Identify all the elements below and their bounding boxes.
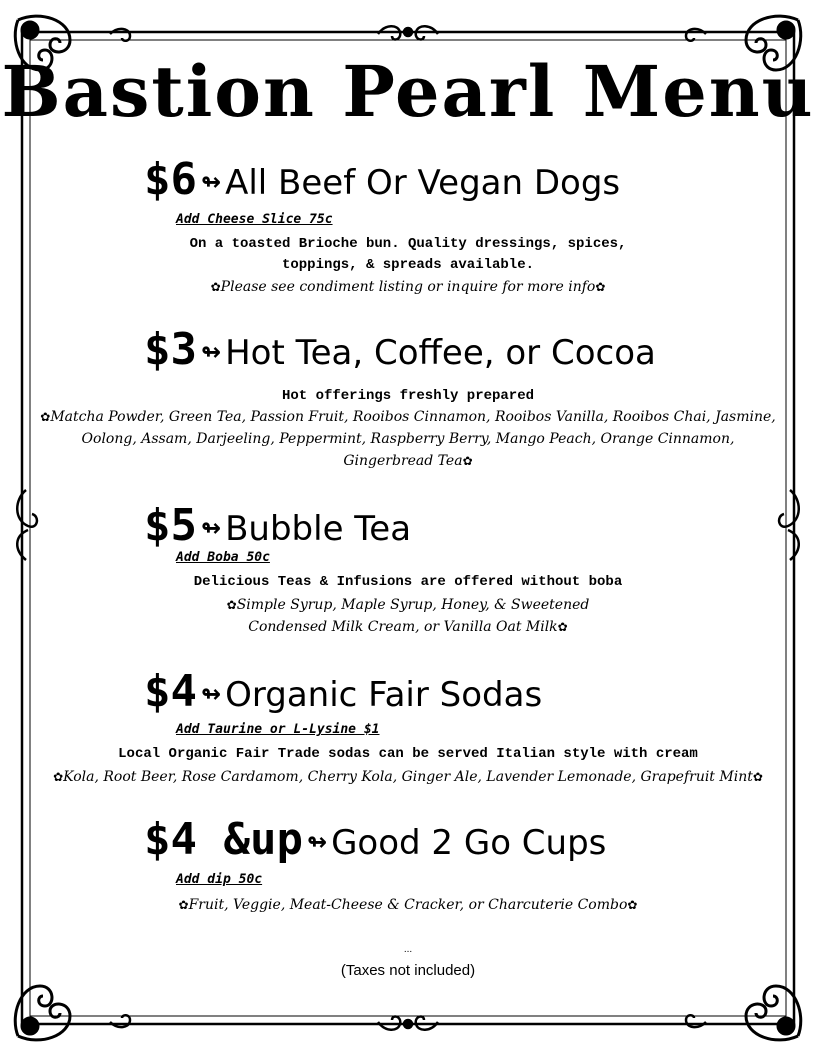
tax-note: (Taxes not included) xyxy=(340,962,476,979)
menu-item-heading xyxy=(144,502,411,550)
addon-text: Add dip 50c xyxy=(176,872,263,887)
description: On a toasted Brioche bun. Quality dressings, spices, toppings, & spreads available. xyxy=(189,236,627,273)
hook-arrow-icon: ↬ xyxy=(200,338,222,366)
description: Local Organic Fair Trade sodas can be served Italian style with cream xyxy=(118,746,698,762)
flavor-list: ✿Kola, Root Beer, Rose Cardamom, Cherry Kola, Ginger Ale, Lavender Lemonade, Grapefruit Mint✿ xyxy=(53,769,763,785)
flower-icon: ✿ xyxy=(752,770,763,784)
item-name: Good 2 Go Cups xyxy=(331,823,607,863)
flavor-list: ✿Matcha Powder, Green Tea, Passion Fruit, Rooibos Cinnamon, Rooibos Vanilla, Rooibos Chai, Jasmine, Oolong, Assam, Darjeeling, Peppermint, Raspberry Berry, Mango Peach, Orange Cinnamon, Gingerbread Tea✿ xyxy=(40,409,776,469)
flower-icon: ✿ xyxy=(595,280,606,294)
menu-item-heading xyxy=(144,816,606,864)
hook-arrow-icon: ↬ xyxy=(306,828,328,856)
price: $3 xyxy=(144,324,197,375)
flower-icon: ✿ xyxy=(40,410,51,424)
description: Hot offerings freshly prepared xyxy=(281,388,535,404)
description: Delicious Teas & Infusions are offered without boba xyxy=(193,574,623,590)
menu-item-cups xyxy=(40,810,776,920)
item-name: Bubble Tea xyxy=(225,509,412,549)
menu-item-bubble-tea xyxy=(40,496,776,646)
price: $5 xyxy=(144,500,197,551)
flower-icon: ✿ xyxy=(53,770,64,784)
condiment-note: ✿Please see condiment listing or inquire for more info✿ xyxy=(210,279,606,295)
flower-icon: ✿ xyxy=(210,280,221,294)
flower-icon: ✿ xyxy=(462,454,473,468)
menu-item-heading xyxy=(144,668,542,716)
flavor-list: ✿Fruit, Veggie, Meat-Cheese & Cracker, or Charcuterie Combo✿ xyxy=(178,897,638,913)
flower-icon: ✿ xyxy=(627,898,638,912)
price: $6 xyxy=(144,154,197,205)
flavor-list: ✿Simple Syrup, Maple Syrup, Honey, & Sweetened Condensed Milk Cream, or Vanilla Oat Milk✿ xyxy=(226,597,590,635)
item-name: Organic Fair Sodas xyxy=(225,675,543,715)
item-name: All Beef Or Vegan Dogs xyxy=(225,163,621,203)
flower-icon: ✿ xyxy=(557,620,568,634)
addon-text: Add Cheese Slice 75c xyxy=(176,212,333,227)
hook-arrow-icon: ↬ xyxy=(200,514,222,542)
menu-item-sodas xyxy=(40,662,776,792)
item-name: Hot Tea, Coffee, or Cocoa xyxy=(225,333,656,373)
menu-title: Bastion Pearl Menu xyxy=(1,50,815,133)
hook-arrow-icon: ↬ xyxy=(200,680,222,708)
menu-item-hot-drinks xyxy=(40,320,776,480)
price: $4 xyxy=(144,666,197,717)
price: $4 &up xyxy=(144,814,303,865)
addon-text: Add Boba 50c xyxy=(176,550,270,565)
footer-dots: ... xyxy=(403,944,413,955)
menu-item-hot-dogs xyxy=(40,150,776,300)
hook-arrow-icon: ↬ xyxy=(200,168,222,196)
flower-icon: ✿ xyxy=(178,898,189,912)
menu-item-heading xyxy=(144,156,620,204)
addon-text: Add Taurine or L-Lysine $1 xyxy=(176,722,380,737)
flower-icon: ✿ xyxy=(226,598,237,612)
menu-item-heading xyxy=(144,326,656,374)
